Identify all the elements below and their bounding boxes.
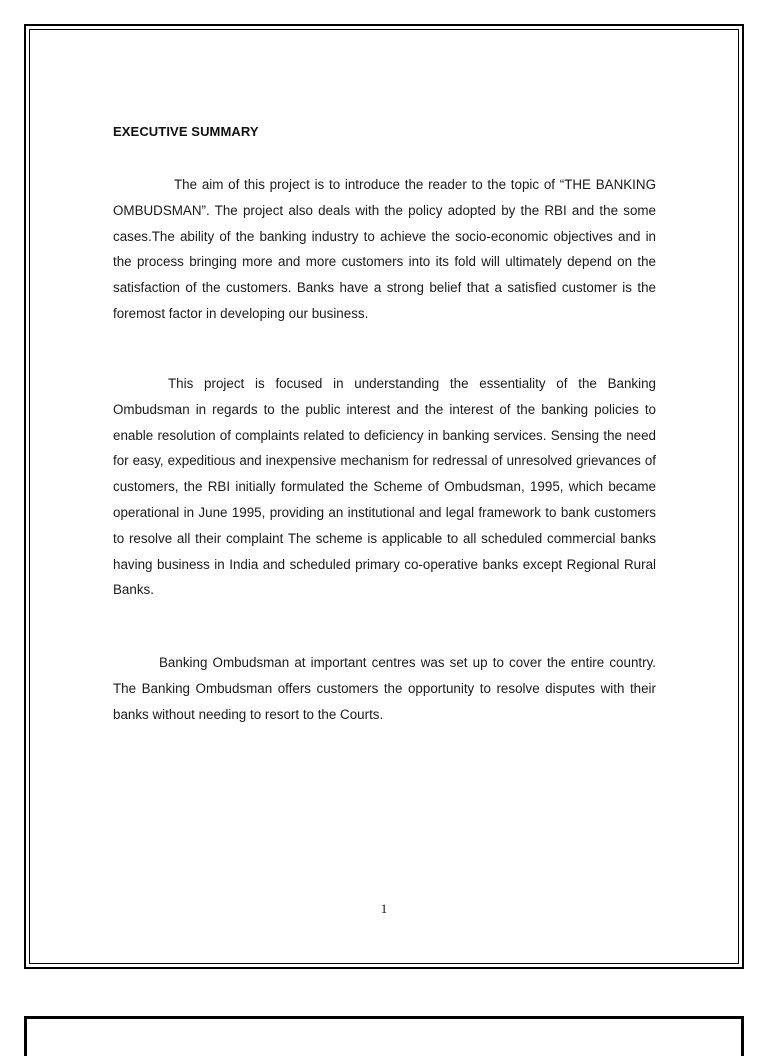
paragraph-2: This project is focused in understanding the essentiality of the Banking Ombudsman in regards to the public interest and the interest of the banking policies to enable resolution of complaints related to deficiency in banking services. Sensing the need for easy, expeditious and inexpensive mechanism for redressal of unresolved grievances of customers, the RBI initially formulated the Scheme of Ombudsman, 1995, which became operational in June 1995, providing an institutional and legal framework to bank customers to resolve all their complaint The scheme is applicable to all scheduled commercial banks having business in India and scheduled primary co-operative banks except Regional Rural Banks. (113, 376, 656, 598)
paragraph-3: Banking Ombudsman at important centres was set up to cover the entire country. The Banking Ombudsman offers customers the opportunity to resolve disputes with their banks without needing to resort to the Courts. (113, 655, 656, 722)
next-page-border (24, 1016, 744, 1056)
paragraph-1: The aim of this project is to introduce the reader to the topic of “THE BANKING OMBUDSMAN”. The project also deals with the policy adopted by the RBI and the some cases.The ability of the banking industry to achieve the socio-economic objectives and in the process bringing more and more customers into its fold will ultimately depend on the satisfaction of the customers. Banks have a strong belief that a satisfied customer is the foremost factor in developing our business. (113, 177, 656, 321)
section-heading: EXECUTIVE SUMMARY (113, 124, 259, 139)
page-number: 1 (380, 901, 388, 916)
